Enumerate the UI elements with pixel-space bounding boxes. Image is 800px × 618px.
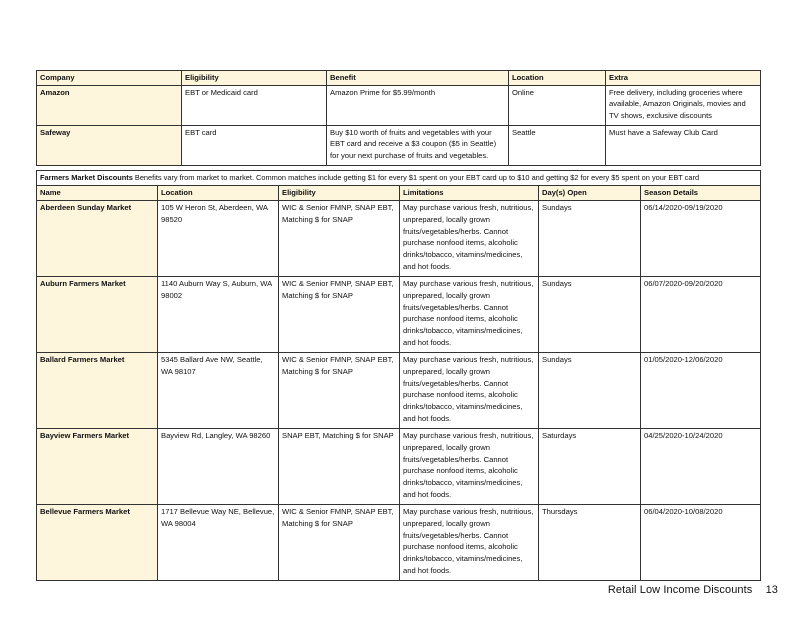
market-location: 105 W Heron St, Aberdeen, WA 98520 <box>158 201 279 277</box>
market-name: Ballard Farmers Market <box>37 353 158 429</box>
market-days: Sundays <box>539 277 641 353</box>
table-header-row <box>37 71 761 86</box>
company-discounts-table <box>36 70 761 166</box>
market-eligibility: WIC & Senior FMNP, SNAP EBT, Matching $ for SNAP <box>279 201 400 277</box>
market-days: Saturdays <box>539 429 641 505</box>
company-location: Seattle <box>509 126 606 166</box>
section-title: Farmers Market Discounts <box>40 173 133 182</box>
header-days-open: Day(s) Open <box>539 186 641 201</box>
table-row <box>37 353 761 429</box>
market-days: Sundays <box>539 353 641 429</box>
header-benefit: Benefit <box>327 71 509 86</box>
header-location: Location <box>509 71 606 86</box>
section-title-row <box>37 171 761 186</box>
market-name: Bellevue Farmers Market <box>37 505 158 581</box>
company-name: Safeway <box>37 126 182 166</box>
header-eligibility: Eligibility <box>279 186 400 201</box>
table-header-row <box>37 186 761 201</box>
market-location: 5345 Ballard Ave NW, Seattle, WA 98107 <box>158 353 279 429</box>
company-location: Online <box>509 86 606 126</box>
market-days: Sundays <box>539 201 641 277</box>
market-season: 01/05/2020-12/06/2020 <box>641 353 761 429</box>
table-row <box>37 277 761 353</box>
section-note: Benefits vary from market to market. Common matches include getting $1 for every $1 spent on your EBT card up to $10 and getting $2 for every $5 spent on your EBT card <box>134 173 700 182</box>
market-limitations: May purchase various fresh, nutritious, unprepared, locally grown fruits/vegetables/herbs. Cannot purchase nonfood items, alcoholic drinks/tobacco, vitamins/medicines, and hot foods. <box>400 505 539 581</box>
company-name: Amazon <box>37 86 182 126</box>
market-season: 04/25/2020-10/24/2020 <box>641 429 761 505</box>
table-row <box>37 86 761 126</box>
market-location: 1717 Bellevue Way NE, Bellevue, WA 98004 <box>158 505 279 581</box>
company-extra: Must have a Safeway Club Card <box>606 126 761 166</box>
market-season: 06/14/2020-09/19/2020 <box>641 201 761 277</box>
market-limitations: May purchase various fresh, nutritious, unprepared, locally grown fruits/vegetables/herbs. Cannot purchase nonfood items, alcoholic drinks/tobacco, vitamins/medicines, and hot foods. <box>400 201 539 277</box>
market-limitations: May purchase various fresh, nutritious, unprepared, locally grown fruits/vegetables/herbs. Cannot purchase nonfood items, alcoholic drinks/tobacco, vitamins/medicines, and hot foods. <box>400 353 539 429</box>
company-benefit: Buy $10 worth of fruits and vegetables with your EBT card and receive a $3 coupon ($5 in Seattle) for your next purchase of fruits and vegetables. <box>327 126 509 166</box>
company-extra: Free delivery, including groceries where available, Amazon Originals, movies and TV shows, exclusive discounts <box>606 86 761 126</box>
header-season-details: Season Details <box>641 186 761 201</box>
header-eligibility: Eligibility <box>182 71 327 86</box>
market-name: Auburn Farmers Market <box>37 277 158 353</box>
market-season: 06/04/2020-10/08/2020 <box>641 505 761 581</box>
market-eligibility: WIC & Senior FMNP, SNAP EBT, Matching $ for SNAP <box>279 277 400 353</box>
header-location: Location <box>158 186 279 201</box>
table-row <box>37 126 761 166</box>
company-eligibility: EBT card <box>182 126 327 166</box>
market-name: Bayview Farmers Market <box>37 429 158 505</box>
market-location: 1140 Auburn Way S, Auburn, WA 98002 <box>158 277 279 353</box>
company-eligibility: EBT or Medicaid card <box>182 86 327 126</box>
market-eligibility: SNAP EBT, Matching $ for SNAP <box>279 429 400 505</box>
company-benefit: Amazon Prime for $5.99/month <box>327 86 509 126</box>
market-limitations: May purchase various fresh, nutritious, unprepared, locally grown fruits/vegetables/herbs. Cannot purchase nonfood items, alcoholic drinks/tobacco, vitamins/medicines, and hot foods. <box>400 277 539 353</box>
market-eligibility: WIC & Senior FMNP, SNAP EBT, Matching $ for SNAP <box>279 353 400 429</box>
market-days: Thursdays <box>539 505 641 581</box>
table-row <box>37 201 761 277</box>
footer-title: Retail Low Income Discounts <box>607 584 753 596</box>
header-name: Name <box>37 186 158 201</box>
market-season: 06/07/2020-09/20/2020 <box>641 277 761 353</box>
header-extra: Extra <box>606 71 761 86</box>
page-footer <box>608 584 778 596</box>
market-eligibility: WIC & Senior FMNP, SNAP EBT, Matching $ for SNAP <box>279 505 400 581</box>
page-number: 13 <box>765 584 778 596</box>
table-row <box>37 429 761 505</box>
header-limitations: Limitations <box>400 186 539 201</box>
table-row <box>37 505 761 581</box>
farmers-market-table <box>36 170 761 581</box>
market-limitations: May purchase various fresh, nutritious, unprepared, locally grown fruits/vegetables/herbs. Cannot purchase nonfood items, alcoholic drinks/tobacco, vitamins/medicines, and hot foods. <box>400 429 539 505</box>
market-location: Bayview Rd, Langley, WA 98260 <box>158 429 279 505</box>
market-name: Aberdeen Sunday Market <box>37 201 158 277</box>
header-company: Company <box>37 71 182 86</box>
